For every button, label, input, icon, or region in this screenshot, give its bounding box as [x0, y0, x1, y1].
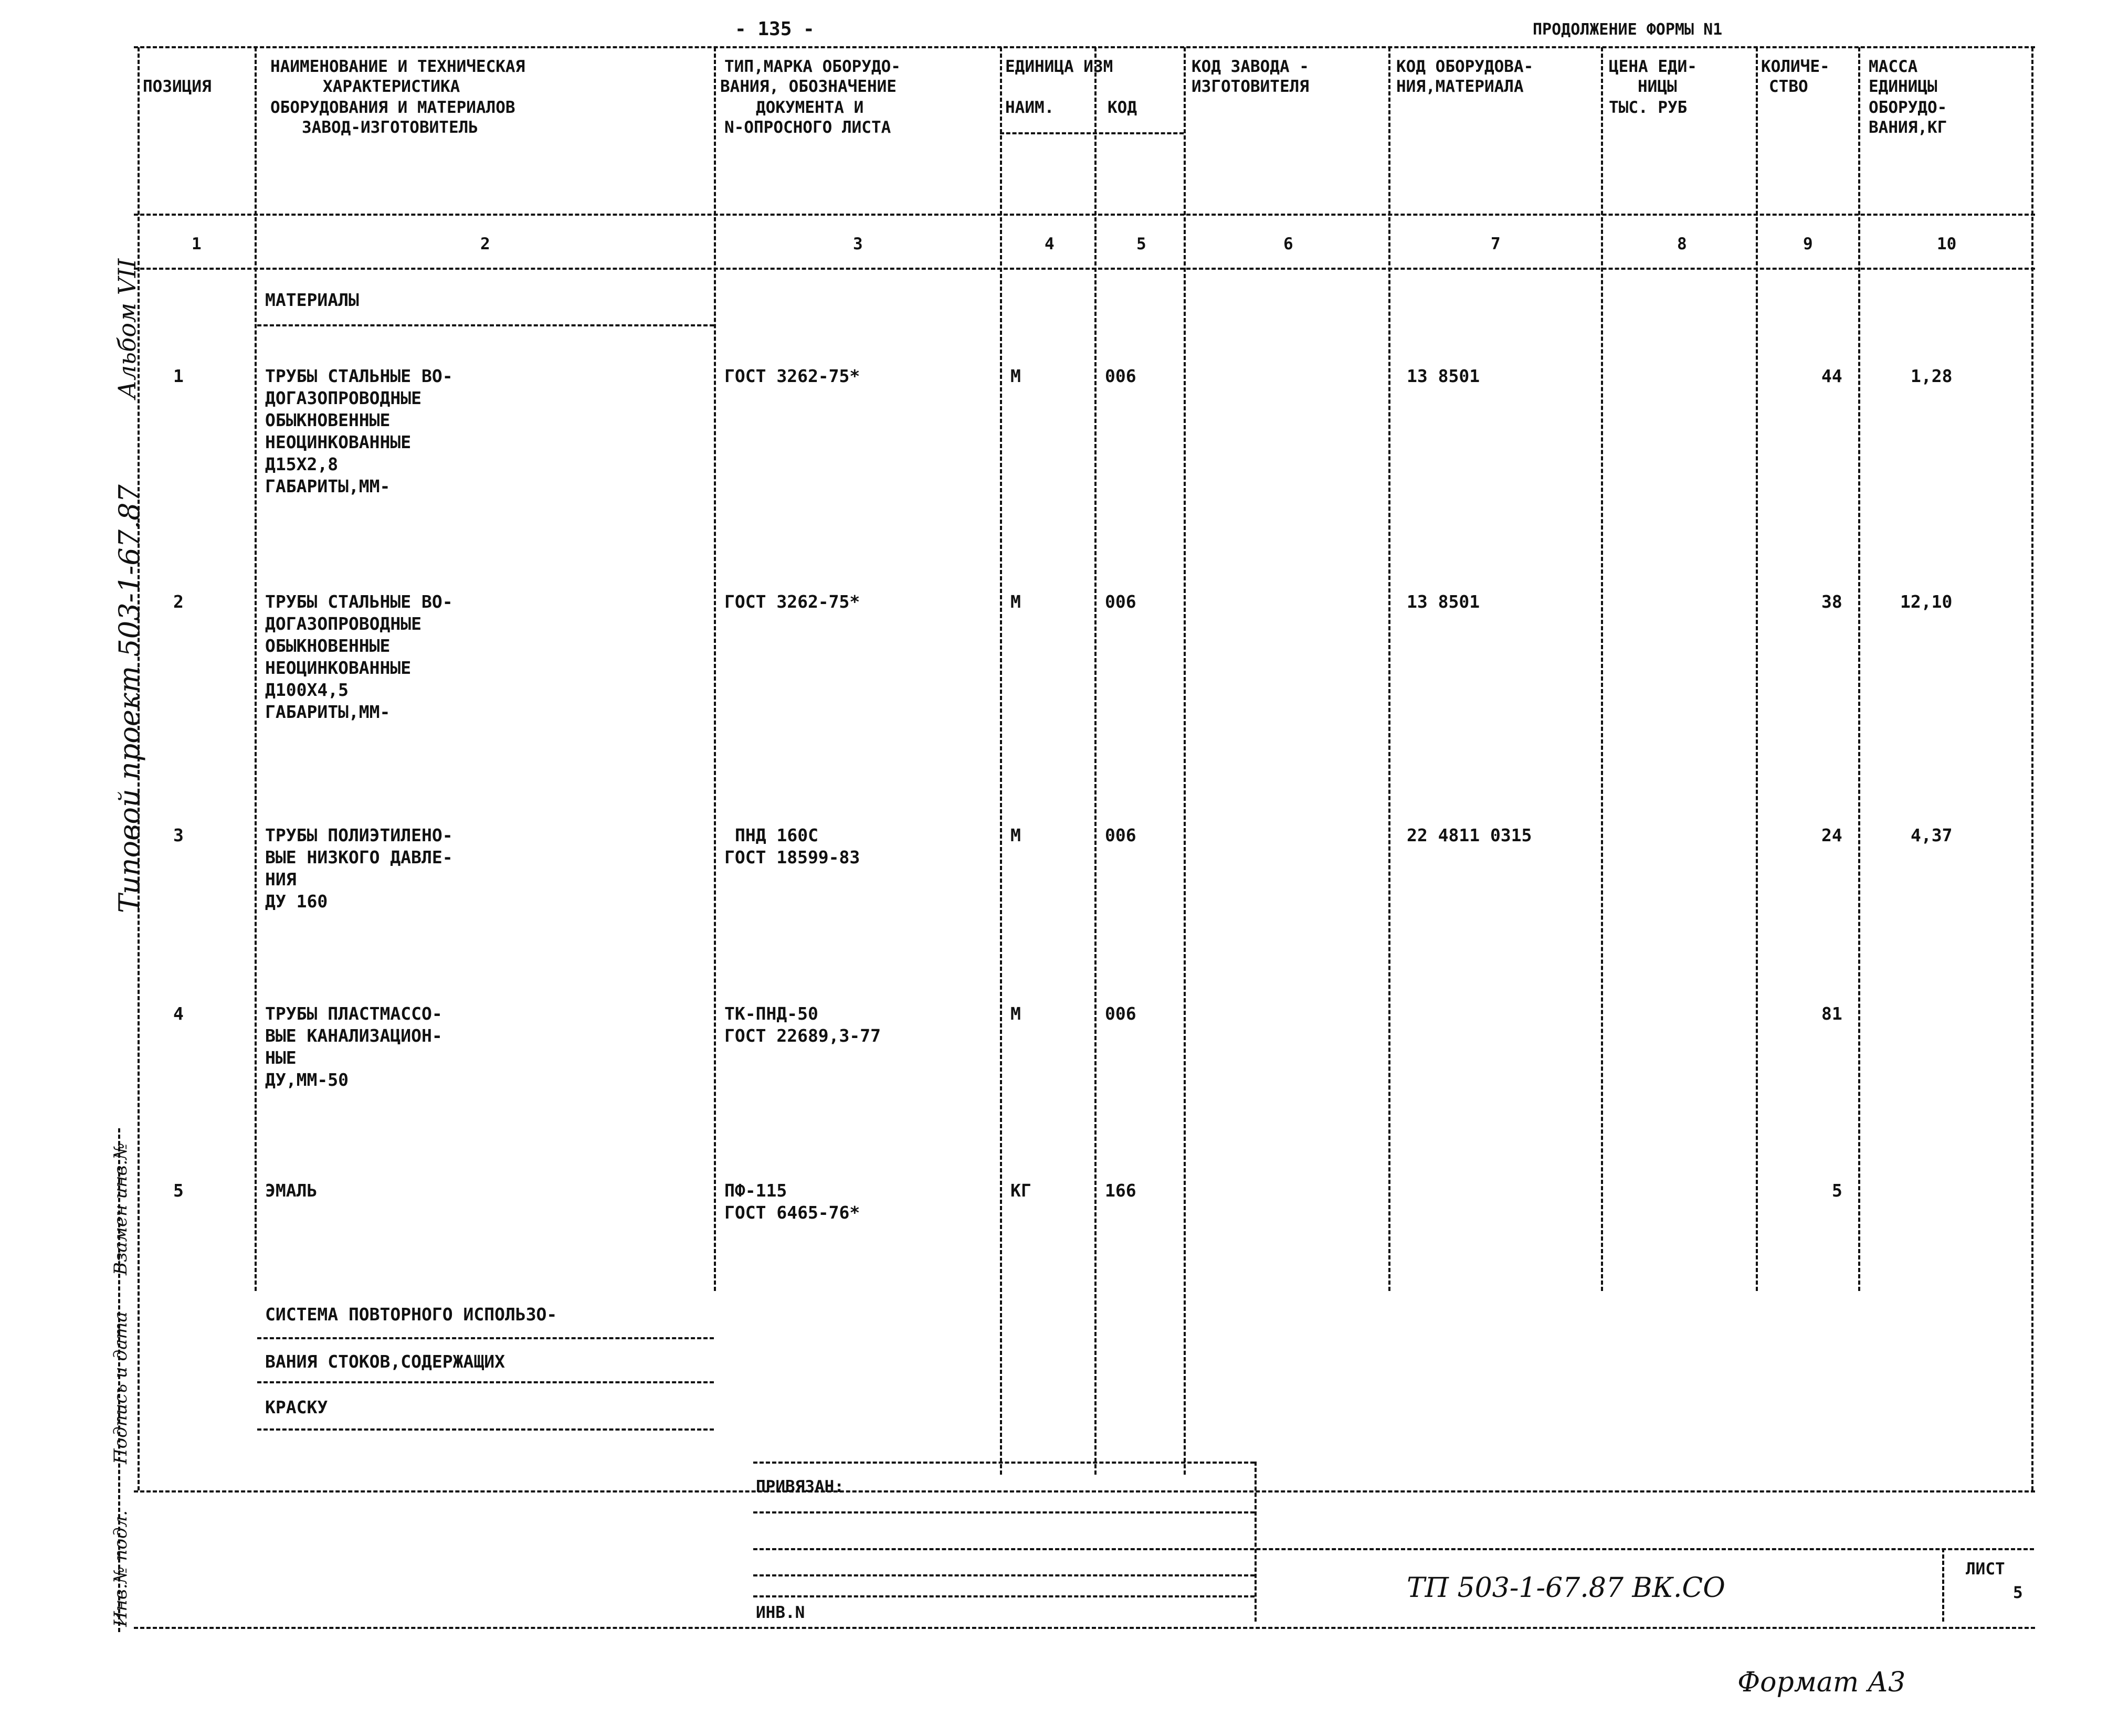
header-col2-line1: НАИМЕНОВАНИЕ И ТЕХНИЧЕСКАЯ: [270, 57, 525, 76]
header-col8-line2: НИЦЫ: [1638, 77, 1677, 96]
header-col10-line4: ВАНИЯ,КГ: [1869, 118, 1947, 137]
system-note-line3: КРАСКУ: [265, 1397, 328, 1417]
row2-mass: 12,10: [1900, 591, 1953, 612]
row1-name-line6: ГАБАРИТЫ,ММ-: [265, 476, 391, 496]
stamp-right-border: [1255, 1462, 1257, 1622]
side-replaced-inv-label: Взамен инв.№: [110, 1142, 131, 1275]
row4-quantity: 81: [1821, 1003, 1842, 1024]
header-col7-line1: КОД ОБОРУДОВА-: [1396, 57, 1534, 76]
row5-doc-line2: ГОСТ 6465-76*: [724, 1202, 860, 1223]
row2-position: 2: [173, 591, 184, 612]
form-continuation-title: ПРОДОЛЖЕНИЕ ФОРМЫ N1: [1533, 20, 1723, 39]
row3-unit: М: [1010, 825, 1021, 845]
col-number-2: 2: [480, 235, 490, 253]
row3-mass: 4,37: [1911, 825, 1953, 845]
row1-name-line3: ОБЫКНОВЕННЫЕ: [265, 410, 391, 430]
row3-material-code: 22 4811 0315: [1407, 825, 1532, 845]
section-title-underline: [257, 324, 714, 326]
row1-quantity: 44: [1821, 366, 1842, 386]
row4-name-line2: ВЫЕ КАНАЛИЗАЦИОН-: [265, 1025, 442, 1046]
row5-name: ЭМАЛЬ: [265, 1180, 318, 1201]
sheet-number: 5: [2013, 1583, 2023, 1602]
col-number-6: 6: [1283, 235, 1293, 253]
page-bottom-line: [134, 1627, 2035, 1629]
header-col4-line3: НАИМ.: [1005, 98, 1055, 117]
page-number: - 135 -: [735, 18, 815, 40]
row4-doc-line1: ТК-ПНД-50: [724, 1003, 818, 1024]
header-col3-line3: ДОКУМЕНТА И: [756, 98, 864, 117]
row4-name-line1: ТРУБЫ ПЛАСТМАССО-: [265, 1003, 442, 1024]
row3-name-line1: ТРУБЫ ПОЛИЭТИЛЕНО-: [265, 825, 453, 845]
table-top-border: [134, 46, 2035, 48]
stamp-tied-label: ПРИВЯЗАН:: [756, 1477, 844, 1496]
header-col6-line2: ИЗГОТОВИТЕЛЯ: [1192, 77, 1309, 96]
header-col7-line2: НИЯ,МАТЕРИАЛА: [1396, 77, 1524, 96]
row5-doc-line1: ПФ-115: [724, 1180, 787, 1201]
col-number-5: 5: [1136, 235, 1146, 253]
header-col9-line1: КОЛИЧЕ-: [1761, 57, 1830, 76]
header-col8-line1: ЦЕНА ЕДИ-: [1609, 57, 1697, 76]
header-col2-line2: ХАРАКТЕРИСТИКА: [323, 77, 460, 96]
col-number-9: 9: [1803, 235, 1813, 253]
header-col10-line3: ОБОРУДО-: [1869, 98, 1947, 117]
row2-material-code: 13 8501: [1407, 591, 1480, 612]
row1-name-line5: Д15Х2,8: [265, 454, 339, 474]
col-border-1: [255, 47, 257, 1291]
header-col10-line1: МАССА: [1869, 57, 1918, 76]
system-note-line2: ВАНИЯ СТОКОВ,СОДЕРЖАЩИХ: [265, 1351, 505, 1372]
side-album-label: Альбом VII: [113, 258, 141, 399]
col-border-5: [1184, 47, 1186, 1475]
row4-unit-code: 006: [1105, 1003, 1136, 1024]
header-col2-line3: ОБОРУДОВАНИЯ И МАТЕРИАЛОВ: [270, 98, 515, 117]
col-number-4: 4: [1045, 235, 1055, 253]
row3-unit-code: 006: [1105, 825, 1136, 845]
row5-position: 5: [173, 1180, 184, 1201]
row2-name-line6: ГАБАРИТЫ,ММ-: [265, 702, 391, 722]
stamp-top-line: [753, 1462, 1255, 1464]
row2-name-line1: ТРУБЫ СТАЛЬНЫЕ ВО-: [265, 591, 453, 612]
row4-doc-line2: ГОСТ 22689,3-77: [724, 1025, 881, 1046]
col-border-9: [1858, 47, 1860, 1291]
stamp-line-5: [753, 1595, 1255, 1597]
row3-quantity: 24: [1821, 825, 1842, 845]
sheet-label: ЛИСТ: [1966, 1560, 2005, 1579]
col-number-8: 8: [1677, 235, 1687, 253]
section-title: МАТЕРИАЛЫ: [265, 290, 359, 310]
col-number-7: 7: [1491, 235, 1501, 253]
header-col1-line2: ПОЗИЦИЯ: [143, 77, 212, 96]
col-border-7: [1601, 47, 1603, 1291]
row1-name-line4: НЕОЦИНКОВАННЫЕ: [265, 432, 412, 452]
col-border-4: [1094, 47, 1097, 1475]
column-number-bottom-border: [134, 268, 2035, 270]
col-border-8: [1756, 47, 1758, 1291]
system-note-underline-2: [257, 1381, 714, 1383]
col-border-3: [1000, 47, 1002, 1475]
row1-unit-code: 006: [1105, 366, 1136, 386]
stamp-inv-label: ИНВ.N: [756, 1603, 805, 1622]
header-bottom-border: [134, 214, 2035, 216]
row4-unit: М: [1010, 1003, 1021, 1024]
row2-name-line2: ДОГАЗОПРОВОДНЫЕ: [265, 613, 422, 634]
row4-name-line3: НЫЕ: [265, 1047, 297, 1068]
stamp-line-4: [753, 1574, 1255, 1576]
row4-position: 4: [173, 1003, 184, 1024]
header-col5-line3: КОД: [1108, 98, 1137, 117]
header-col3-line2: ВАНИЯ, ОБОЗНАЧЕНИЕ: [720, 77, 897, 96]
row2-quantity: 38: [1821, 591, 1842, 612]
row3-name-line3: НИЯ: [265, 869, 297, 890]
system-note-line1: СИСТЕМА ПОВТОРНОГО ИСПОЛЬЗО-: [265, 1304, 557, 1325]
row2-name-line4: НЕОЦИНКОВАННЫЕ: [265, 658, 412, 678]
header-col3-line1: ТИП,МАРКА ОБОРУДО-: [724, 57, 901, 76]
row2-name-line5: Д100Х4,5: [265, 680, 349, 700]
col-number-10: 10: [1937, 235, 1957, 253]
header-col8-line3: ТЫС. РУБ: [1609, 98, 1688, 117]
col-border-6: [1388, 47, 1390, 1291]
side-signature-date-label: Подпись и дата: [110, 1311, 131, 1464]
col-number-1: 1: [192, 235, 202, 253]
col-border-right: [2031, 47, 2033, 1490]
side-stamp-border: [118, 1128, 120, 1632]
row1-name-line1: ТРУБЫ СТАЛЬНЫЕ ВО-: [265, 366, 453, 386]
stamp-document-code: ТП 503-1-67.87 ВК.СО: [1407, 1572, 1725, 1604]
header-col9-line2: СТВО: [1769, 77, 1808, 96]
row5-unit-code: 166: [1105, 1180, 1136, 1201]
row5-quantity: 5: [1832, 1180, 1842, 1201]
row1-material-code: 13 8501: [1407, 366, 1480, 386]
row2-unit: М: [1010, 591, 1021, 612]
row1-doc: ГОСТ 3262-75*: [724, 366, 860, 386]
row2-name-line3: ОБЫКНОВЕННЫЕ: [265, 636, 391, 656]
stamp-line-2: [753, 1511, 1255, 1513]
side-project-label: Типовой проект 503-1-67.87: [113, 484, 146, 913]
row1-position: 1: [173, 366, 184, 386]
row2-unit-code: 006: [1105, 591, 1136, 612]
col-border-2: [714, 47, 716, 1291]
system-note-underline-1: [257, 1337, 714, 1339]
system-note-underline-3: [257, 1428, 714, 1431]
row1-name-line2: ДОГАЗОПРОВОДНЫЕ: [265, 388, 422, 408]
row3-position: 3: [173, 825, 184, 845]
format-label: Формат А3: [1737, 1667, 1906, 1698]
col-number-3: 3: [853, 235, 863, 253]
row3-doc-line2: ГОСТ 18599-83: [724, 847, 860, 867]
row4-name-line4: ДУ,ММ-50: [265, 1070, 349, 1090]
table-bottom-border: [134, 1490, 2035, 1492]
header-col10-line2: ЕДИНИЦЫ: [1869, 77, 1937, 96]
row1-unit: М: [1010, 366, 1021, 386]
sheet-cell-border: [1942, 1548, 1944, 1622]
side-inv-original-label: Инв.№ подл.: [110, 1510, 131, 1627]
unit-subheader-line: [1000, 132, 1184, 134]
stamp-line-3: [753, 1548, 2034, 1550]
row3-doc-line1: ПНД 160С: [735, 825, 818, 845]
row5-unit: КГ: [1010, 1180, 1031, 1201]
row1-mass: 1,28: [1911, 366, 1953, 386]
row3-name-line2: ВЫЕ НИЗКОГО ДАВЛЕ-: [265, 847, 453, 867]
header-col3-line4: N-ОПРОСНОГО ЛИСТА: [724, 118, 891, 137]
row2-doc: ГОСТ 3262-75*: [724, 591, 860, 612]
header-col6-line1: КОД ЗАВОДА -: [1192, 57, 1309, 76]
header-col4-line1: ЕДИНИЦА ИЗМ: [1005, 57, 1113, 76]
header-col2-line4: ЗАВОД-ИЗГОТОВИТЕЛЬ: [302, 118, 478, 137]
row3-name-line4: ДУ 160: [265, 891, 328, 912]
